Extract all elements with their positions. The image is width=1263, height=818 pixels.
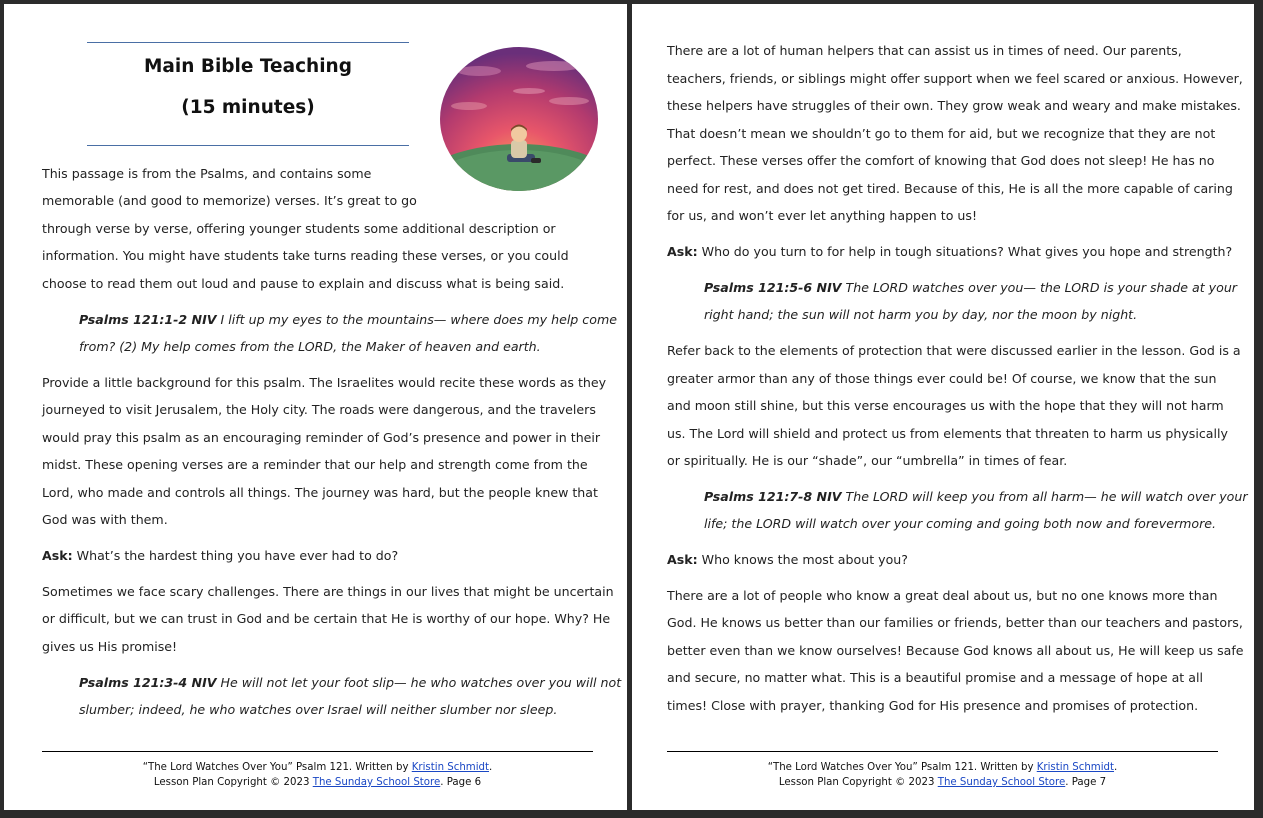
closing-line-1: There are a lot of people who know a great deal about us, but no one knows more than — [667, 588, 1218, 603]
verse-reference: Psalms 121:1-2 NIV — [79, 312, 217, 327]
verse-psalm-121-1-2-line-1 — [79, 306, 617, 334]
background-line-2: journeyed to visit Jerusalem, the Holy city. The roads were dangerous, and the travelers — [42, 402, 596, 417]
background-line-5: Lord, who made and controls all things. The journey was hard, but the people knew that — [42, 485, 598, 500]
helpers-line-5: perfect. These verses offer the comfort of knowing that God does not sleep! He has no — [667, 153, 1215, 168]
verse-psalm-121-5-6-line-2: right hand; the sun will not harm you by day, nor the moon by night. — [704, 307, 1138, 322]
author-link[interactable]: Kristin Schmidt — [1036, 762, 1115, 773]
verse-psalm-121-5-6-line-1 — [704, 274, 1237, 302]
store-link[interactable]: The Sunday School Store — [312, 777, 441, 788]
challenges-line-2: or difficult, but we can trust in God and be certain that He is worthy of our hope. Why? He — [42, 611, 611, 626]
intro-line-2: memorable (and good to memorize) verses. It’s great to go — [42, 193, 417, 208]
verse-text: The LORD will keep you from all harm— he will watch over your — [841, 489, 1248, 504]
background-line-6: God was with them. — [42, 512, 168, 527]
ask-label: Ask: — [667, 552, 698, 567]
footer-rule — [667, 751, 1218, 752]
protection-line-2: greater armor than any of those things ever could be! Of course, we know that the sun — [667, 371, 1217, 386]
background-line-1: Provide a little background for this psalm. The Israelites would recite these words as they — [42, 375, 607, 390]
author-link[interactable]: Kristin Schmidt — [411, 762, 490, 773]
verse-reference: Psalms 121:3-4 NIV — [79, 675, 217, 690]
helpers-line-1: There are a lot of human helpers that can assist us in times of need. Our parents, — [667, 43, 1182, 58]
verse-text: I lift up my eyes to the mountains— where does my help come — [216, 312, 617, 327]
ask-label: Ask: — [42, 548, 73, 563]
verse-psalm-121-7-8-line-1 — [704, 483, 1248, 511]
closing-line-4: and secure, no matter what. This is a beautiful promise and a message of hope at all — [667, 670, 1203, 685]
ask-text: Who do you turn to for help in tough situations? What gives you hope and strength? — [697, 244, 1233, 259]
background-line-3: would pray this psalm as an encouraging reminder of God’s presence and power in their — [42, 430, 601, 445]
title-rule-top — [87, 42, 409, 43]
ask-label: Ask: — [667, 244, 698, 259]
protection-line-1: Refer back to the elements of protection that were discussed earlier in the lesson. God is a — [667, 343, 1241, 358]
closing-line-3: better even than we know ourselves! Because God knows all about us, He will keep us safe — [667, 643, 1244, 658]
store-link[interactable]: The Sunday School Store — [937, 777, 1066, 788]
protection-line-3: and moon still shine, but this verse encourages us with the hope that they will not harm — [667, 398, 1224, 413]
ask-question-1 — [42, 542, 398, 570]
verse-text: He will not let your foot slip— he who watches over you will not — [216, 675, 622, 690]
challenges-line-3: gives us His promise! — [42, 639, 178, 654]
footer-line-2: Lesson Plan Copyright © 2023 The Sunday School Store. Page 6 — [153, 777, 482, 788]
section-title: Main Bible Teaching — [144, 56, 352, 77]
verse-psalm-121-7-8-line-2: life; the LORD will watch over your coming and going both now and forevermore. — [704, 516, 1217, 531]
verse-text: The LORD watches over you— the LORD is your shade at your — [841, 280, 1237, 295]
helpers-line-6: need for rest, and does not get tired. Because of this, He is all the more capable of caring — [667, 181, 1233, 196]
background-line-4: midst. These opening verses are a reminder that our help and strength come from the — [42, 457, 588, 472]
page-footer — [42, 760, 593, 790]
document-page-6[interactable] — [4, 4, 627, 810]
protection-line-5: or spiritually. He is our “shade”, our “umbrella” in times of fear. — [667, 453, 1068, 468]
title-rule-bottom — [87, 145, 409, 146]
challenges-line-1: Sometimes we face scary challenges. There are things in our lives that might be uncertain — [42, 584, 614, 599]
intro-line-4: information. You might have students take turns reading these verses, or you could — [42, 248, 569, 263]
verse-psalm-121-3-4-line-2: slumber; indeed, he who watches over Israel will neither slumber nor sleep. — [79, 702, 558, 717]
ask-question-3 — [667, 546, 908, 574]
footer-line-1: “The Lord Watches Over You” Psalm 121. Written by Kristin Schmidt. — [767, 762, 1118, 773]
helpers-line-4: That doesn’t mean we shouldn’t go to them for aid, but we recognize that they are not — [667, 126, 1216, 141]
ask-text: Who knows the most about you? — [697, 552, 908, 567]
verse-reference: Psalms 121:5-6 NIV — [704, 280, 842, 295]
intro-line-3: through verse by verse, offering younger students some additional description or — [42, 221, 556, 236]
verse-psalm-121-3-4-line-1 — [79, 669, 621, 697]
section-duration: (15 minutes) — [181, 97, 315, 118]
verse-psalm-121-1-2-line-2: from? (2) My help comes from the LORD, the Maker of heaven and earth. — [79, 339, 541, 354]
footer-line-1: “The Lord Watches Over You” Psalm 121. Written by Kristin Schmidt. — [142, 762, 493, 773]
boy-on-hill-illustration — [439, 46, 599, 192]
verse-reference: Psalms 121:7-8 NIV — [704, 489, 842, 504]
protection-line-4: us. The Lord will shield and protect us from elements that threaten to harm us physically — [667, 426, 1228, 441]
helpers-line-2: teachers, friends, or siblings might offer support when we feel scared or anxious. However, — [667, 71, 1243, 86]
footer-rule — [42, 751, 593, 752]
intro-line-5: choose to read them out loud and pause to explain and discuss what is being said. — [42, 276, 565, 291]
helpers-line-3: these helpers have struggles of their own. They grow weak and weary and make mistakes. — [667, 98, 1241, 113]
closing-line-2: God. He knows us better than our families or friends, better than our teachers and pastors, — [667, 615, 1243, 630]
ask-question-2 — [667, 238, 1232, 266]
closing-line-5: times! Close with prayer, thanking God for His presence and promises of protection. — [667, 698, 1199, 713]
page-footer — [667, 760, 1218, 790]
document-page-7[interactable] — [632, 4, 1254, 810]
footer-line-2: Lesson Plan Copyright © 2023 The Sunday School Store. Page 7 — [778, 777, 1107, 788]
helpers-line-7: for us, and won’t ever let anything happen to us! — [667, 208, 978, 223]
ask-text: What’s the hardest thing you have ever had to do? — [72, 548, 399, 563]
intro-line-1: This passage is from the Psalms, and contains some — [42, 166, 372, 181]
